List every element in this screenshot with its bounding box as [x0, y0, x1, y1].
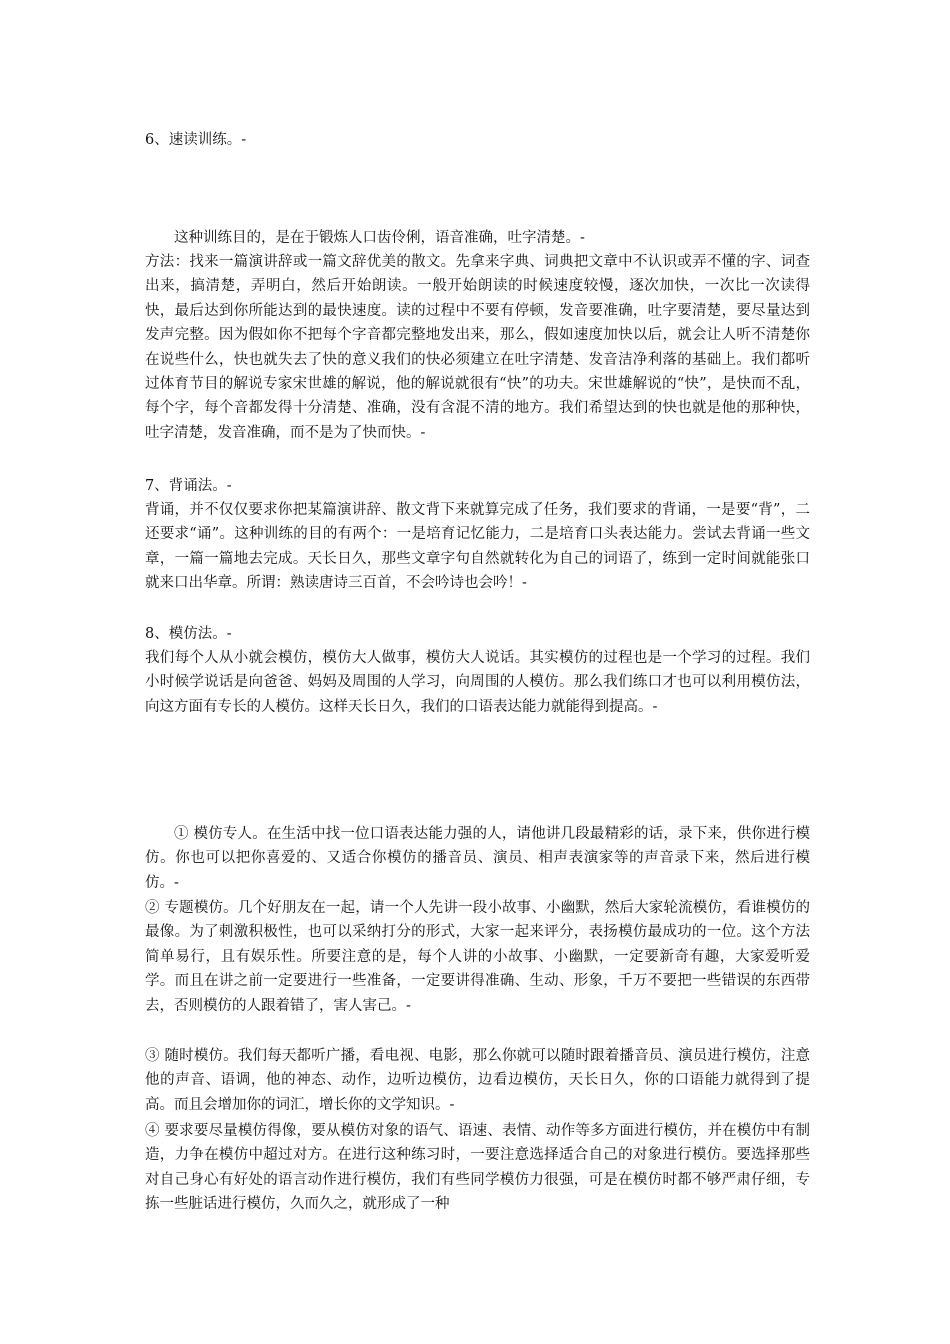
heading-speed-reading: 6、速读训练。- [145, 132, 247, 148]
item-text-4: 要求要尽量模仿得像，要从模仿对象的语气、语速、表情、动作等多方面进行模仿，并在模仿中有制造，力争在模仿中超过对方。在进行这种练习时，一要注意选择适合自己的对象进行模仿。要选择那些对自己身心有好处的语言动作进行模仿，我们有些同学模仿力很强，可是在模仿时都不够严肃仔细，专拣一些脏话进行模仿，久而久之，就形成了一种 [145, 1123, 811, 1213]
item-text-1: 模仿专人。在生活中找一位口语表达能力强的人，请他讲几段最精彩的话，录下来，供你进行模仿。你也可以把你喜爱的、又适合你模仿的播音员、演员、相声表演家等的声音录下来，然后进行模仿。- [145, 826, 810, 891]
heading-imitation: 8、模仿法。- [145, 626, 232, 642]
item-text-3: 随时模仿。我们每天都听广播，看电视、电影，那么你就可以随时跟着播音员、演员进行模仿，注意他的声音、语调，他的神态、动作，边听边模仿，边看边模仿，天长日久，你的口语能力就得到了提高。而且会增加你的词汇，增长你的文学知识。- [145, 1048, 811, 1113]
list-item-imitation-requirements [145, 1119, 810, 1217]
item-number-2: ② [145, 900, 160, 916]
paragraph-method: 方法：找来一篇演讲辞或一篇文辞优美的散文。先拿来字典、词典把文章中不认识或弄不懂的字、词查出来，搞清楚，弄明白，然后开始朗读。一般开始朗读的时候速度较慢，逐次加快，一次比一次读得快，最后达到你所能达到的最快速度。读的过程中不要有停顿，发音要准确，吐字要清楚，要尽量达到发声完整。因为假如你不把每个字音都完整地发出来，那么，假如速度加快以后，就会让人听不清楚你在说些什么，快也就失去了快的意义我们的快必须建立在吐字清楚、发音洁净利落的基础上。我们都听过体育节目的解说专家宋世雄的解说，他的解说就很有“快”的功夫。宋世雄解说的“快”，是快而不乱，每个字，每个音都发得十分清楚、准确，没有含混不清的地方。我们希望达到的快也就是他的那种快，吐字清楚，发音准确，而不是为了快而快。- [145, 254, 810, 441]
item-number-1: ① [174, 826, 189, 842]
heading-recitation: 7、背诵法。- [145, 478, 232, 494]
item-number-3: ③ [145, 1048, 160, 1064]
item-number-4: ④ [145, 1123, 160, 1139]
list-item-imitate-person [145, 822, 810, 895]
paragraph-purpose: 这种训练目的，是在于锻炼人口齿伶俐，语音准确，吐字清楚。- [174, 230, 585, 246]
paragraph-recitation: 背诵，并不仅仅要求你把某篇演讲辞、散文背下来就算完成了任务，我们要求的背诵，一是要“背”，二还要求“诵”。这种训练的目的有两个：一是培育记忆能力，二是培育口头表达能力。尝试去背诵一些文章，一篇一篇地去完成。天长日久，那些文章字句自然就转化为自己的词语了，练到一定时间就能张口就来口出华章。所谓：熟读唐诗三百首，不会吟诗也会吟！- [145, 502, 810, 592]
list-item-topic-imitation [145, 896, 810, 1018]
item-text-2: 专题模仿。几个好朋友在一起，请一个人先讲一段小故事、小幽默，然后大家轮流模仿，看谁模仿的最像。为了刺激积极性，也可以采纳打分的形式，大家一起来评分，表扬模仿最成功的一位。这个方法简单易行，且有娱乐性。所要注意的是，每个人讲的小故事、小幽默，一定要新奇有趣，大家爱听爱学。而且在讲之前一定要进行一些准备，一定要讲得准确、生动、形象，千万不要把一些错误的东西带去，否则模仿的人跟着错了，害人害己。- [145, 900, 811, 1014]
list-item-anytime-imitation [145, 1044, 810, 1117]
paragraph-imitation: 我们每个人从小就会模仿，模仿大人做事，模仿大人说话。其实模仿的过程也是一个学习的过程。我们小时候学说话是向爸爸、妈妈及周围的人学习，向周围的人模仿。那么我们练口才也可以利用模仿法，向这方面有专长的人模仿。这样天长日久，我们的口语表达能力就能得到提高。- [145, 650, 810, 715]
